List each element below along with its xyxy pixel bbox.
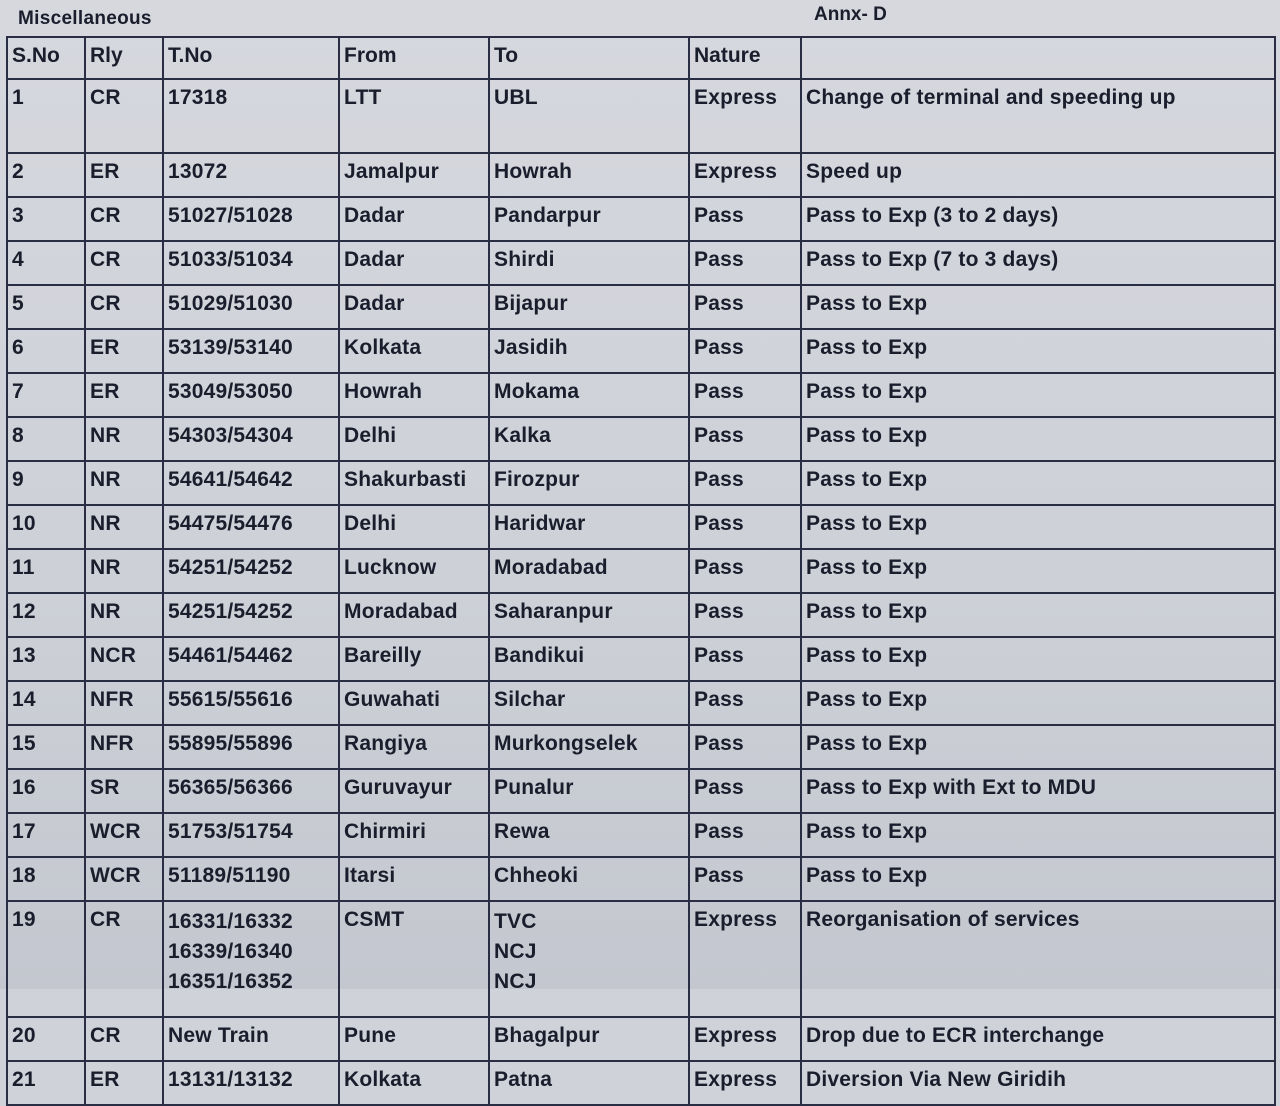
cell-rly: NR xyxy=(85,417,163,461)
cell-sno: 19 xyxy=(7,901,85,1017)
cell-sno: 3 xyxy=(7,197,85,241)
cell-to: Saharanpur xyxy=(489,593,689,637)
table-row xyxy=(7,505,1275,549)
cell-from: Moradabad xyxy=(339,593,489,637)
cell-tno: 55895/55896 xyxy=(163,725,339,769)
cell-remarks: Pass to Exp xyxy=(801,637,1275,681)
cell-to: Bhagalpur xyxy=(489,1017,689,1061)
cell-rly: ER xyxy=(85,153,163,197)
cell-from: Guwahati xyxy=(339,681,489,725)
cell-tno: 51189/51190 xyxy=(163,857,339,901)
cell-to: Punalur xyxy=(489,769,689,813)
table-row xyxy=(7,549,1275,593)
cell-remarks: Drop due to ECR interchange xyxy=(801,1017,1275,1061)
section-title: Miscellaneous xyxy=(18,8,152,29)
table-row xyxy=(7,725,1275,769)
cell-sno: 9 xyxy=(7,461,85,505)
cell-to: Bandikui xyxy=(489,637,689,681)
cell-rly: CR xyxy=(85,1017,163,1061)
cell-remarks: Pass to Exp xyxy=(801,857,1275,901)
col-header-remarks xyxy=(801,37,1275,79)
cell-remarks: Diversion Via New Giridih xyxy=(801,1061,1275,1105)
cell-rly: NFR xyxy=(85,681,163,725)
cell-to: Moradabad xyxy=(489,549,689,593)
cell-nature: Express xyxy=(689,1017,801,1061)
cell-nature: Express xyxy=(689,901,801,1017)
cell-remarks: Pass to Exp (7 to 3 days) xyxy=(801,241,1275,285)
cell-tno: 54251/54252 xyxy=(163,549,339,593)
cell-remarks: Pass to Exp xyxy=(801,505,1275,549)
cell-from: Howrah xyxy=(339,373,489,417)
cell-sno: 6 xyxy=(7,329,85,373)
cell-to: UBL xyxy=(489,79,689,153)
cell-nature: Pass xyxy=(689,857,801,901)
cell-rly: NR xyxy=(85,505,163,549)
cell-to: Mokama xyxy=(489,373,689,417)
cell-to-line: TVC xyxy=(494,910,537,933)
cell-nature: Pass xyxy=(689,505,801,549)
cell-tno xyxy=(163,901,339,1017)
cell-to: Chheoki xyxy=(489,857,689,901)
table-body-multi xyxy=(7,901,1275,1017)
cell-to: Firozpur xyxy=(489,461,689,505)
cell-from: Pune xyxy=(339,1017,489,1061)
table-row xyxy=(7,329,1275,373)
cell-tno: 13131/13132 xyxy=(163,1061,339,1105)
table-body xyxy=(7,79,1275,901)
cell-tno: 55615/55616 xyxy=(163,681,339,725)
cell-sno: 15 xyxy=(7,725,85,769)
table-body-tail xyxy=(7,1017,1275,1105)
cell-sno: 7 xyxy=(7,373,85,417)
cell-tno-line: 16351/16352 xyxy=(168,970,293,993)
cell-remarks: Speed up xyxy=(801,153,1275,197)
cell-nature: Pass xyxy=(689,637,801,681)
cell-from: Chirmiri xyxy=(339,813,489,857)
cell-nature: Pass xyxy=(689,593,801,637)
cell-sno: 17 xyxy=(7,813,85,857)
cell-tno: 53049/53050 xyxy=(163,373,339,417)
cell-from: Dadar xyxy=(339,197,489,241)
cell-sno: 11 xyxy=(7,549,85,593)
cell-tno: 54461/54462 xyxy=(163,637,339,681)
cell-rly: CR xyxy=(85,197,163,241)
cell-remarks: Pass to Exp xyxy=(801,417,1275,461)
cell-from: Dadar xyxy=(339,285,489,329)
table-row xyxy=(7,285,1275,329)
cell-remarks: Pass to Exp xyxy=(801,285,1275,329)
cell-to: Haridwar xyxy=(489,505,689,549)
cell-rly: CR xyxy=(85,241,163,285)
col-header-from: From xyxy=(339,37,489,79)
table-row xyxy=(7,417,1275,461)
cell-from: Lucknow xyxy=(339,549,489,593)
cell-nature: Pass xyxy=(689,417,801,461)
col-header-tno: T.No xyxy=(163,37,339,79)
cell-sno: 10 xyxy=(7,505,85,549)
train-changes-table xyxy=(6,36,1276,1106)
cell-rly: ER xyxy=(85,373,163,417)
cell-nature: Pass xyxy=(689,241,801,285)
cell-tno-line: 16339/16340 xyxy=(168,940,293,963)
cell-tno: 51029/51030 xyxy=(163,285,339,329)
cell-remarks: Pass to Exp with Ext to MDU xyxy=(801,769,1275,813)
cell-nature: Express xyxy=(689,79,801,153)
cell-remarks: Change of terminal and speeding up xyxy=(801,79,1275,153)
cell-rly: SR xyxy=(85,769,163,813)
cell-from: Dadar xyxy=(339,241,489,285)
cell-rly: CR xyxy=(85,901,163,1017)
table-row xyxy=(7,241,1275,285)
cell-tno: 54251/54252 xyxy=(163,593,339,637)
cell-sno: 14 xyxy=(7,681,85,725)
col-header-to: To xyxy=(489,37,689,79)
cell-tno: 54303/54304 xyxy=(163,417,339,461)
cell-tno: 51753/51754 xyxy=(163,813,339,857)
header-row xyxy=(7,37,1275,79)
cell-sno: 16 xyxy=(7,769,85,813)
cell-nature: Pass xyxy=(689,549,801,593)
cell-to: Howrah xyxy=(489,153,689,197)
cell-from: Kolkata xyxy=(339,1061,489,1105)
table-row xyxy=(7,637,1275,681)
cell-from: Guruvayur xyxy=(339,769,489,813)
cell-from: Bareilly xyxy=(339,637,489,681)
cell-to-line: NCJ xyxy=(494,970,537,993)
cell-remarks: Pass to Exp xyxy=(801,681,1275,725)
table-row xyxy=(7,461,1275,505)
cell-tno-line: 16331/16332 xyxy=(168,910,293,933)
cell-to xyxy=(489,901,689,1017)
cell-rly: WCR xyxy=(85,857,163,901)
cell-sno: 1 xyxy=(7,79,85,153)
cell-nature: Pass xyxy=(689,461,801,505)
cell-to: Murkongselek xyxy=(489,725,689,769)
cell-from: CSMT xyxy=(339,901,489,1017)
cell-nature: Express xyxy=(689,1061,801,1105)
cell-rly: WCR xyxy=(85,813,163,857)
cell-nature: Pass xyxy=(689,373,801,417)
cell-sno: 18 xyxy=(7,857,85,901)
cell-nature: Pass xyxy=(689,813,801,857)
table-row xyxy=(7,197,1275,241)
cell-to: Silchar xyxy=(489,681,689,725)
table-row xyxy=(7,1061,1275,1105)
cell-tno: 56365/56366 xyxy=(163,769,339,813)
cell-tno: 13072 xyxy=(163,153,339,197)
cell-nature: Pass xyxy=(689,725,801,769)
cell-tno: 53139/53140 xyxy=(163,329,339,373)
cell-tno: 51027/51028 xyxy=(163,197,339,241)
cell-nature: Pass xyxy=(689,769,801,813)
cell-from: Shakurbasti xyxy=(339,461,489,505)
cell-nature: Express xyxy=(689,153,801,197)
cell-tno: 17318 xyxy=(163,79,339,153)
col-header-nature: Nature xyxy=(689,37,801,79)
cell-from: Delhi xyxy=(339,505,489,549)
cell-nature: Pass xyxy=(689,681,801,725)
table-row xyxy=(7,1017,1275,1061)
cell-nature: Pass xyxy=(689,285,801,329)
cell-nature: Pass xyxy=(689,329,801,373)
cell-rly: CR xyxy=(85,285,163,329)
cell-remarks: Pass to Exp xyxy=(801,461,1275,505)
cell-from: Delhi xyxy=(339,417,489,461)
cell-remarks: Pass to Exp xyxy=(801,725,1275,769)
table-row xyxy=(7,373,1275,417)
table-row xyxy=(7,901,1275,1017)
cell-to: Rewa xyxy=(489,813,689,857)
cell-from: Itarsi xyxy=(339,857,489,901)
cell-sno: 12 xyxy=(7,593,85,637)
cell-remarks: Pass to Exp xyxy=(801,373,1275,417)
cell-remarks: Pass to Exp xyxy=(801,813,1275,857)
cell-tno: New Train xyxy=(163,1017,339,1061)
cell-to: Kalka xyxy=(489,417,689,461)
cell-remarks: Reorganisation of services xyxy=(801,901,1275,1017)
cell-to: Jasidih xyxy=(489,329,689,373)
cell-remarks: Pass to Exp xyxy=(801,593,1275,637)
cell-tno: 54641/54642 xyxy=(163,461,339,505)
cell-from: Rangiya xyxy=(339,725,489,769)
col-header-rly: Rly xyxy=(85,37,163,79)
table-row xyxy=(7,857,1275,901)
cell-sno: 4 xyxy=(7,241,85,285)
cell-to: Bijapur xyxy=(489,285,689,329)
cell-rly: NCR xyxy=(85,637,163,681)
cell-to-line: NCJ xyxy=(494,940,537,963)
table-row xyxy=(7,79,1275,153)
cell-sno: 20 xyxy=(7,1017,85,1061)
cell-rly: NR xyxy=(85,593,163,637)
cell-sno: 2 xyxy=(7,153,85,197)
col-header-sno: S.No xyxy=(7,37,85,79)
annexure-label: Annx- D xyxy=(814,4,887,25)
cell-tno: 51033/51034 xyxy=(163,241,339,285)
cell-to: Patna xyxy=(489,1061,689,1105)
cell-rly: NR xyxy=(85,549,163,593)
cell-from: Jamalpur xyxy=(339,153,489,197)
cell-sno: 13 xyxy=(7,637,85,681)
cell-sno: 21 xyxy=(7,1061,85,1105)
table-row xyxy=(7,769,1275,813)
cell-remarks: Pass to Exp xyxy=(801,329,1275,373)
cell-nature: Pass xyxy=(689,197,801,241)
table-row xyxy=(7,153,1275,197)
cell-sno: 5 xyxy=(7,285,85,329)
cell-to: Shirdi xyxy=(489,241,689,285)
table-row xyxy=(7,813,1275,857)
cell-remarks: Pass to Exp (3 to 2 days) xyxy=(801,197,1275,241)
cell-rly: NFR xyxy=(85,725,163,769)
cell-tno: 54475/54476 xyxy=(163,505,339,549)
table-row xyxy=(7,593,1275,637)
cell-rly: ER xyxy=(85,329,163,373)
cell-from: LTT xyxy=(339,79,489,153)
cell-from: Kolkata xyxy=(339,329,489,373)
table-row xyxy=(7,681,1275,725)
cell-rly: CR xyxy=(85,79,163,153)
cell-sno: 8 xyxy=(7,417,85,461)
cell-rly: NR xyxy=(85,461,163,505)
cell-remarks: Pass to Exp xyxy=(801,549,1275,593)
cell-rly: ER xyxy=(85,1061,163,1105)
cell-to: Pandarpur xyxy=(489,197,689,241)
